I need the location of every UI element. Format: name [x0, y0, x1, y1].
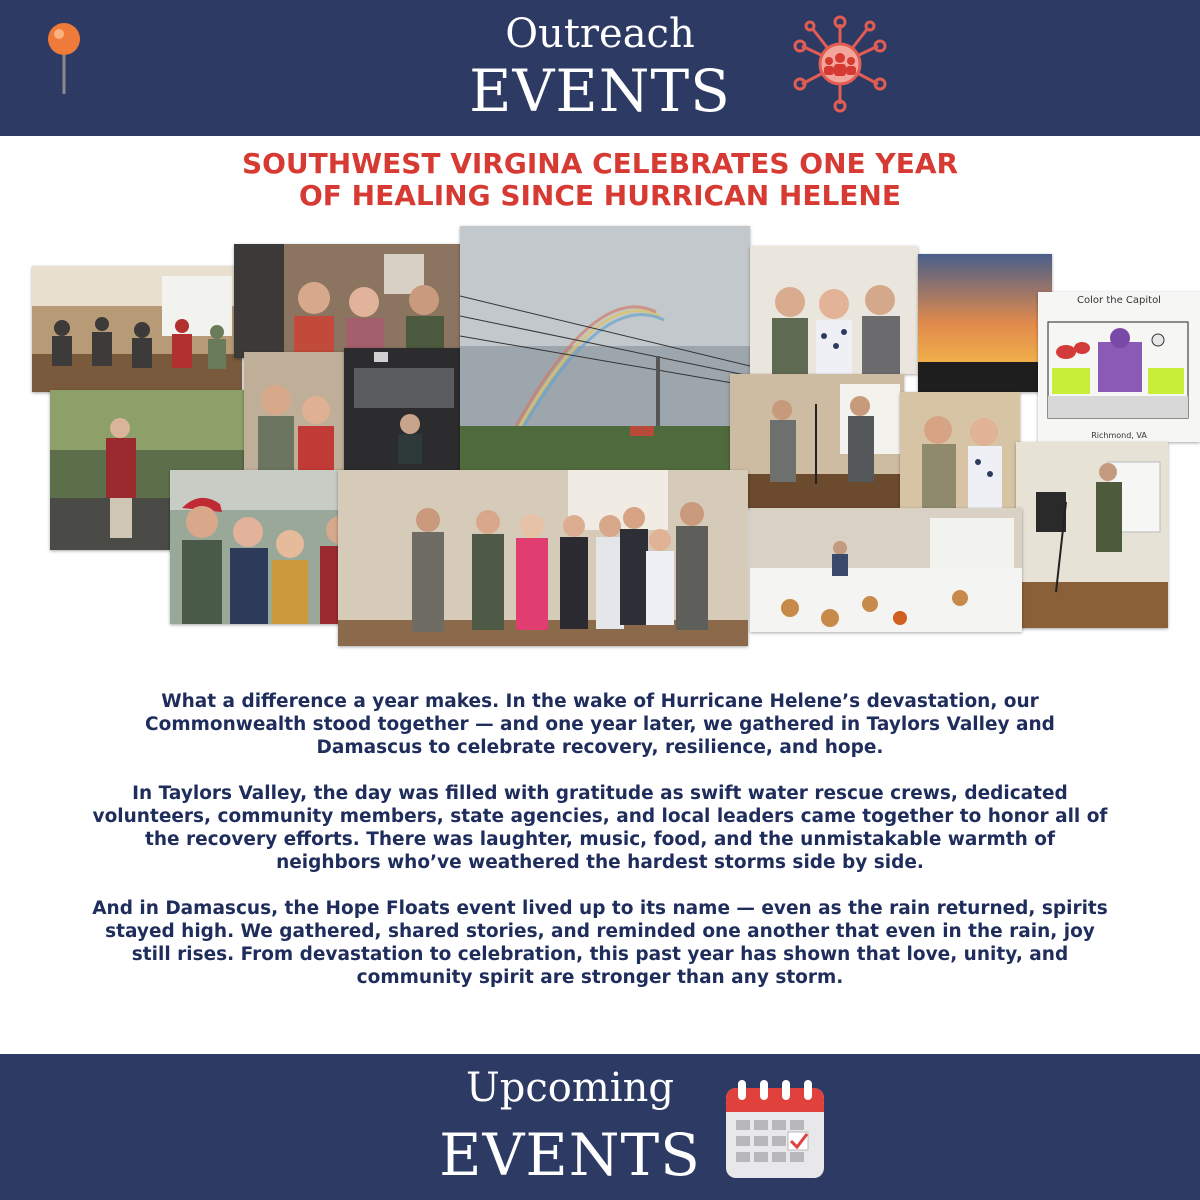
photo-sunset [918, 254, 1052, 392]
headline-line-2: OF HEALING SINCE HURRICAN HELENE [299, 179, 901, 212]
photo-rescue-crew-mics [730, 374, 904, 508]
photo-coloring-page [1038, 292, 1200, 442]
photo-three-women [234, 244, 462, 358]
body-paragraph-3: And in Damascus, the Hope Floats event lived up to its name — even as the rain returned, spirits stayed high. We gathered, shared stories, and reminded one another that even in the rain, joy still rises. From devastation to celebration, this past year has shown that love, unity, and community spirit are stronger than any storm. [92, 898, 1108, 988]
body-paragraph-2: In Taylors Valley, the day was filled with gratitude as swift water rescue crews, dedicated volunteers, community members, state agencies, and local leaders came together to honor all of the recovery efforts. There was laughter, music, food, and the unmistakable warmth of neighbors who’ve weathered the hardest storms side by side. [92, 783, 1108, 873]
header-small-title: Outreach [505, 11, 695, 57]
community-network-icon [790, 14, 890, 114]
article-body [90, 690, 1110, 1012]
map-pin-icon [44, 20, 84, 96]
article-headline [100, 148, 1100, 212]
photo-vehicle-interior [344, 348, 464, 470]
photo-two-women-selfie [244, 352, 344, 472]
headline-line-1: SOUTHWEST VIRGINA CELEBRATES ONE YEAR [241, 147, 959, 180]
coloring-page-title: Color the Capitol [1077, 295, 1161, 306]
calendar-icon [722, 1076, 828, 1182]
photo-group-standing [338, 470, 748, 646]
footer-big-title: EVENTS [439, 1121, 701, 1189]
photo-rainbow-sky [460, 226, 750, 470]
photo-man-and-woman [900, 392, 1020, 508]
photo-community-hall-crowd [32, 266, 242, 392]
photo-food-tables [750, 508, 1022, 632]
photo-musician-performing [1016, 442, 1168, 628]
body-paragraph-1: What a difference a year makes. In the wake of Hurricane Helene’s devastation, our Commonwealth stood together — and one year later, we gathered in Taylors Valley and Damascus to celebrate recovery, resilience, and hope. [145, 691, 1055, 758]
header-big-title: EVENTS [469, 57, 731, 125]
footer-small-title: Upcoming [466, 1065, 674, 1111]
outreach-events-header [0, 0, 1200, 136]
coloring-page-footer: Richmond, VA [1091, 431, 1147, 440]
upcoming-events-footer [0, 1054, 1200, 1200]
photo-three-people-smiling [750, 246, 918, 374]
